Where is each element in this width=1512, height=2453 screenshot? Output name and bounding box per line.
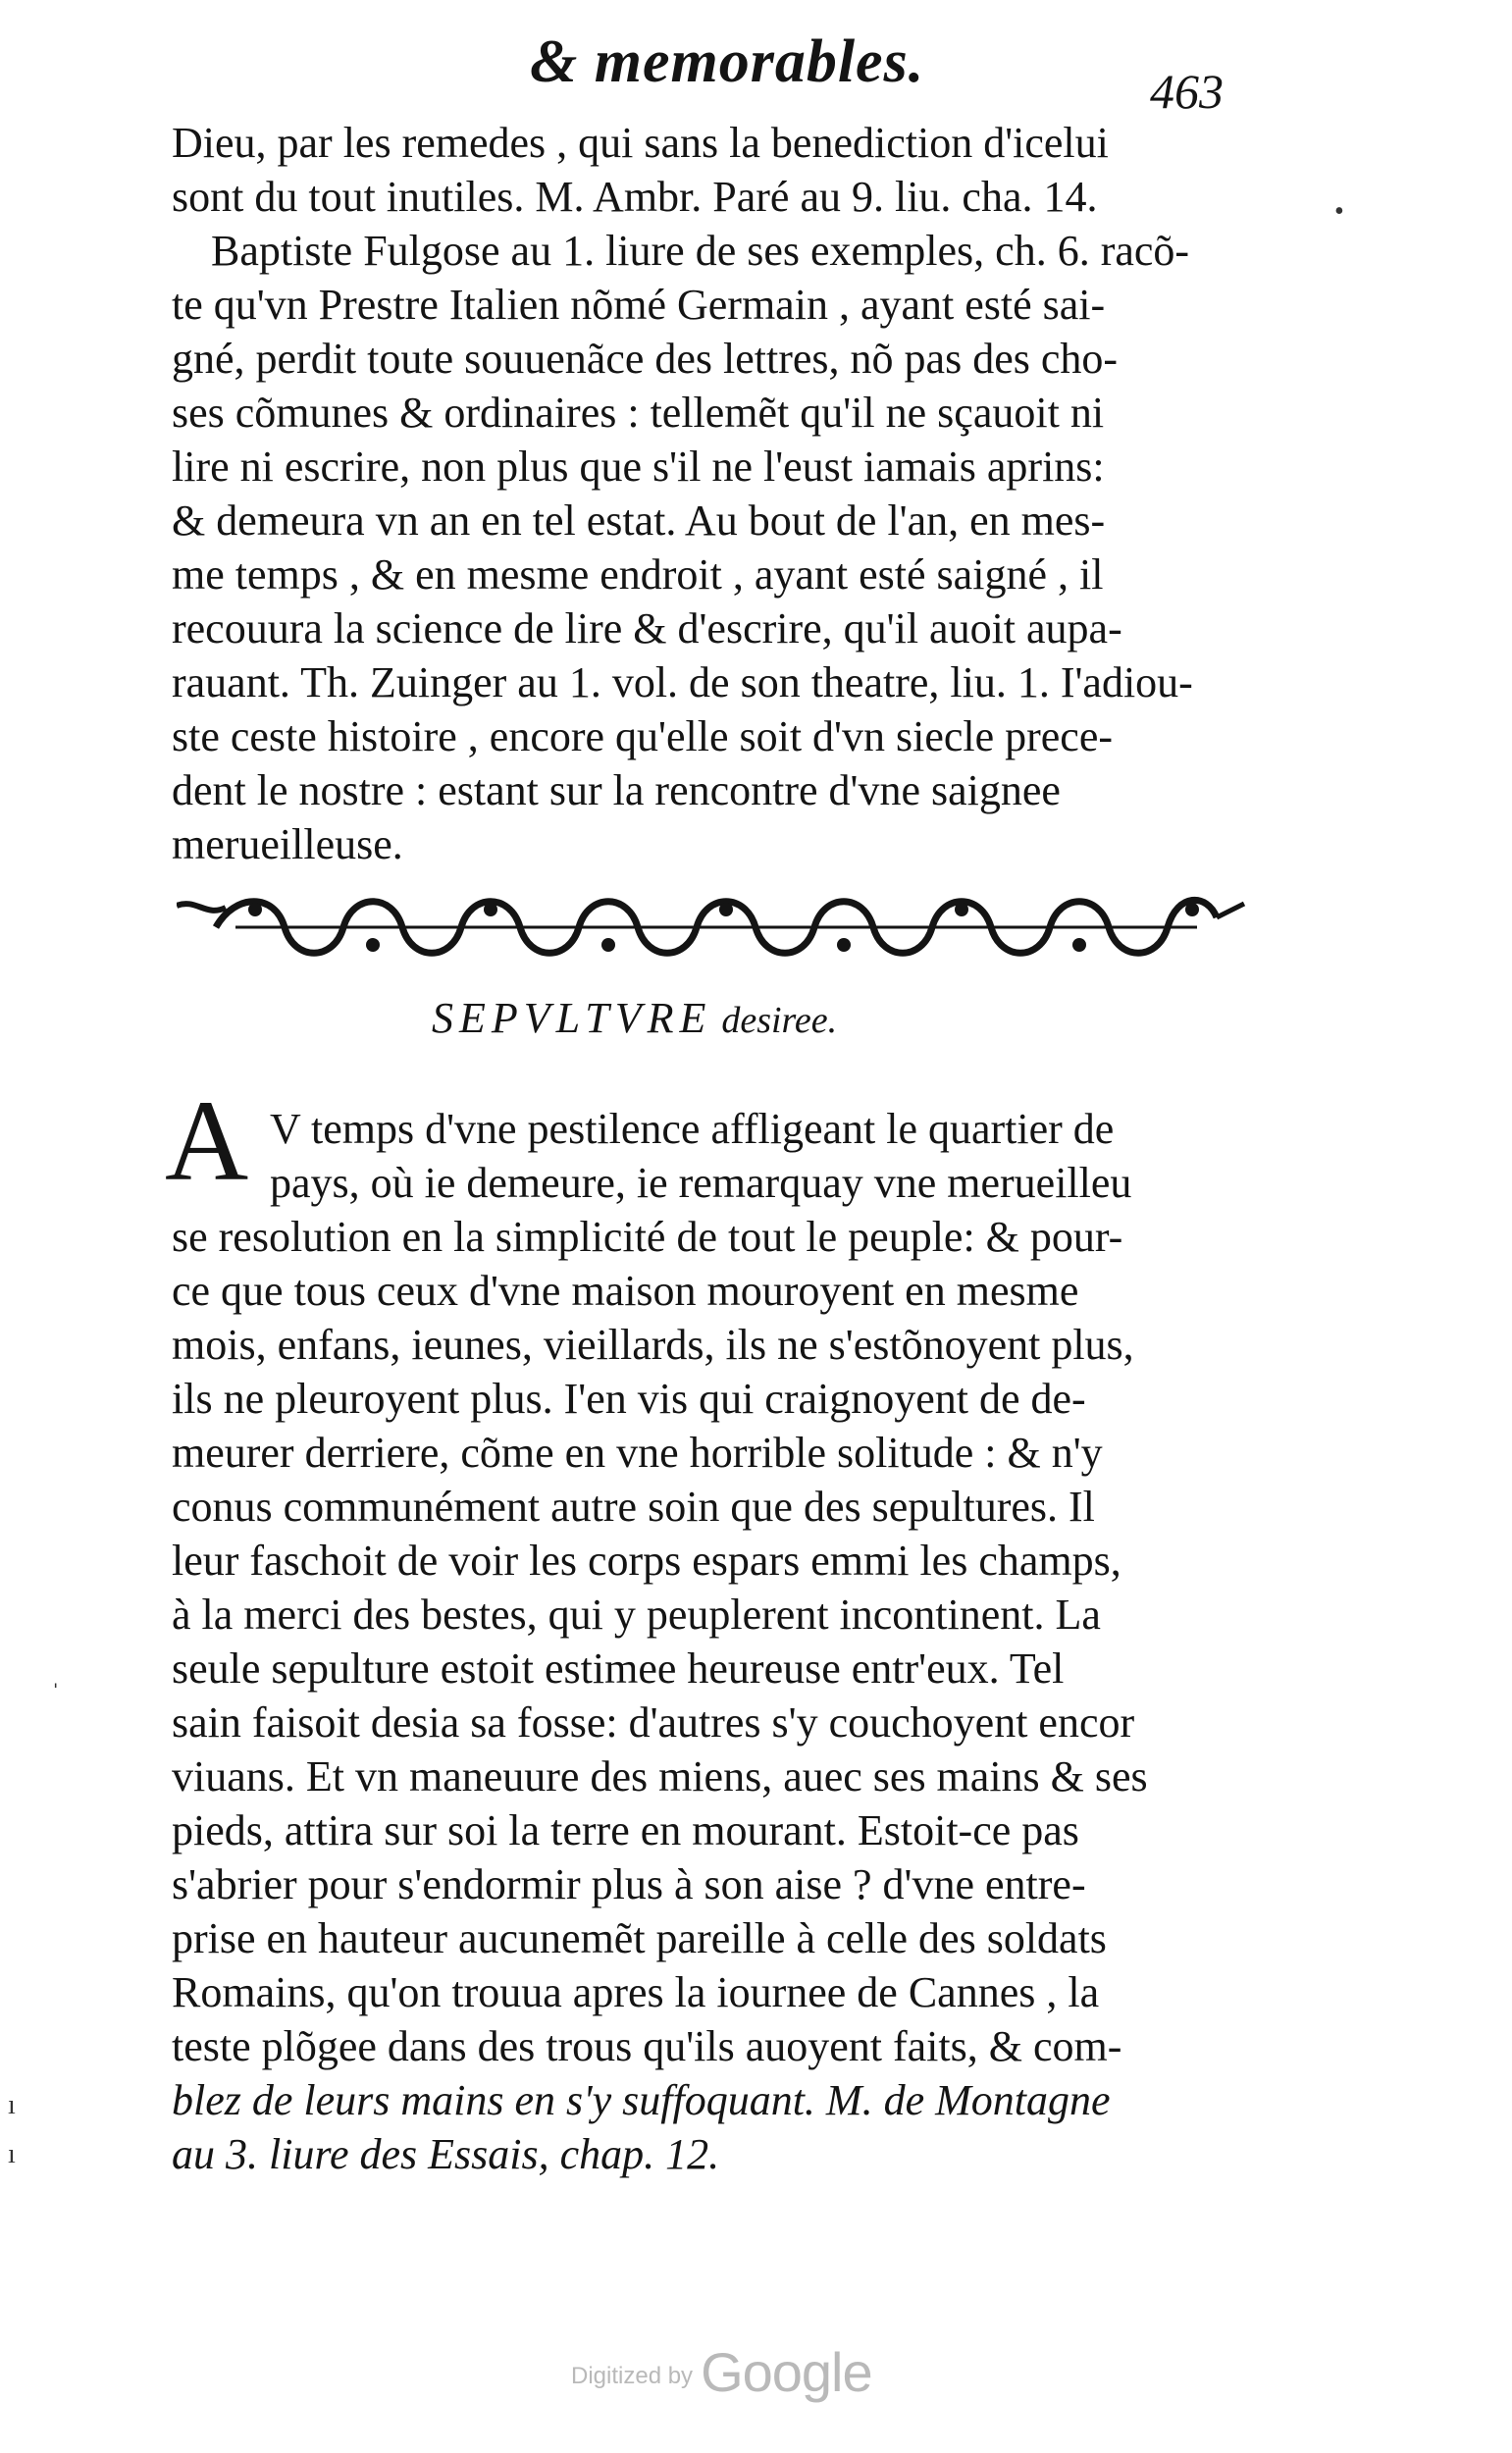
margin-tick-icon: ˌ bbox=[51, 1658, 61, 1689]
text-line: te qu'vn Prestre Italien nõmé Germain , ayant esté sai- bbox=[172, 281, 1106, 329]
entry-one-text bbox=[172, 116, 1241, 871]
text-line: ils ne pleuroyent plus. I'en vis qui craignoyent de de- bbox=[172, 1375, 1086, 1423]
text-line: pieds, attira sur soi la terre en mourant. Estoit-ce pas bbox=[172, 1806, 1079, 1854]
text-line: gné, perdit toute souuenãce des lettres, nõ pas des cho- bbox=[172, 335, 1119, 383]
text-line: mois, enfans, ieunes, vieillards, ils ne s'estõnoyent plus, bbox=[172, 1321, 1134, 1369]
text-line: ste ceste histoire , encore qu'elle soit d'vn siecle prece- bbox=[172, 712, 1114, 760]
text-line: recouura la science de lire & d'escrire, qu'il auoit aupa- bbox=[172, 604, 1122, 652]
margin-dot-icon: • bbox=[1334, 196, 1344, 227]
digitized-label: Digitized by bbox=[571, 2363, 694, 2389]
page-number: 463 bbox=[1150, 64, 1224, 119]
drop-cap: A bbox=[165, 1076, 249, 1205]
text-line: pays, où ie demeure, ie remarquay vne merueilleu bbox=[270, 1159, 1132, 1207]
text-line: sont du tout inutiles. M. Ambr. Paré au 9. liu. cha. 14. bbox=[172, 173, 1098, 221]
text-line: Baptiste Fulgose au 1. liure de ses exemples, ch. 6. racõ- bbox=[211, 227, 1190, 275]
text-line: me temps , & en mesme endroit , ayant esté saigné , il bbox=[172, 550, 1104, 599]
margin-tick-icon: ı bbox=[8, 2090, 16, 2120]
text-line: sain faisoit desia sa fosse: d'autres s'y couchoyent encor bbox=[172, 1698, 1135, 1747]
google-wordmark: Google bbox=[701, 2341, 872, 2403]
text-line: se resolution en la simplicité de tout le peuple: & pour- bbox=[172, 1213, 1123, 1261]
text-line: Dieu, par les remedes , qui sans la benediction d'icelui bbox=[172, 119, 1109, 167]
section-heading-caps: SEPVLTVRE bbox=[432, 994, 712, 1042]
text-line: Romains, qu'on trouua apres la iournee de Cannes , la bbox=[172, 1968, 1100, 2016]
text-line: blez de leurs mains en s'y suffoquant. M. de Montagne bbox=[172, 2076, 1111, 2124]
text-line: V temps d'vne pestilence affligeant le quartier de bbox=[270, 1105, 1115, 1153]
text-line: s'abrier pour s'endormir plus à son aise ? d'vne entre- bbox=[172, 1860, 1086, 1908]
text-line: lire ni escrire, non plus que s'il ne l'eust iamais aprins: bbox=[172, 443, 1105, 491]
margin-tick-icon: ı bbox=[8, 2139, 16, 2169]
text-line: prise en hauteur aucunemẽt pareille à celle des soldats bbox=[172, 1914, 1107, 1962]
text-line: merueilleuse. bbox=[172, 820, 403, 868]
text-line: conus communément autre soin que des sepultures. Il bbox=[172, 1483, 1095, 1531]
text-line: leur faschoit de voir les corps espars emmi les champs, bbox=[172, 1537, 1121, 1585]
text-line: teste plõgee dans des trous qu'ils auoyent faits, & com- bbox=[172, 2022, 1122, 2070]
text-line: au 3. liure des Essais, chap. 12. bbox=[172, 2130, 720, 2178]
text-line: viuans. Et vn maneuure des miens, auec ses mains & ses bbox=[172, 1752, 1148, 1801]
ornament-band-icon bbox=[177, 888, 1246, 966]
section-heading bbox=[432, 993, 837, 1043]
text-line: à la merci des bestes, qui y peuplerent incontinent. La bbox=[172, 1591, 1101, 1639]
text-line: rauant. Th. Zuinger au 1. vol. de son theatre, liu. 1. I'adiou- bbox=[172, 658, 1193, 706]
text-line: ce que tous ceux d'vne maison mouroyent en mesme bbox=[172, 1267, 1079, 1315]
entry-two-text bbox=[172, 1102, 1241, 2181]
digitized-by-watermark bbox=[571, 2340, 872, 2404]
text-line: seule sepulture estoit estimee heureuse entr'eux. Tel bbox=[172, 1644, 1065, 1693]
text-line: ses cõmunes & ordinaires : tellemẽt qu'il ne sçauoit ni bbox=[172, 389, 1105, 437]
text-line: dent le nostre : estant sur la rencontre d'vne saignee bbox=[172, 766, 1061, 814]
text-line: meurer derriere, cõme en vne horrible solitude : & n'y bbox=[172, 1429, 1103, 1477]
text-line: & demeura vn an en tel estat. Au bout de l'an, en mes- bbox=[172, 496, 1106, 545]
running-title: & memorables. bbox=[530, 28, 925, 95]
section-heading-italic: desiree. bbox=[721, 1000, 838, 1041]
